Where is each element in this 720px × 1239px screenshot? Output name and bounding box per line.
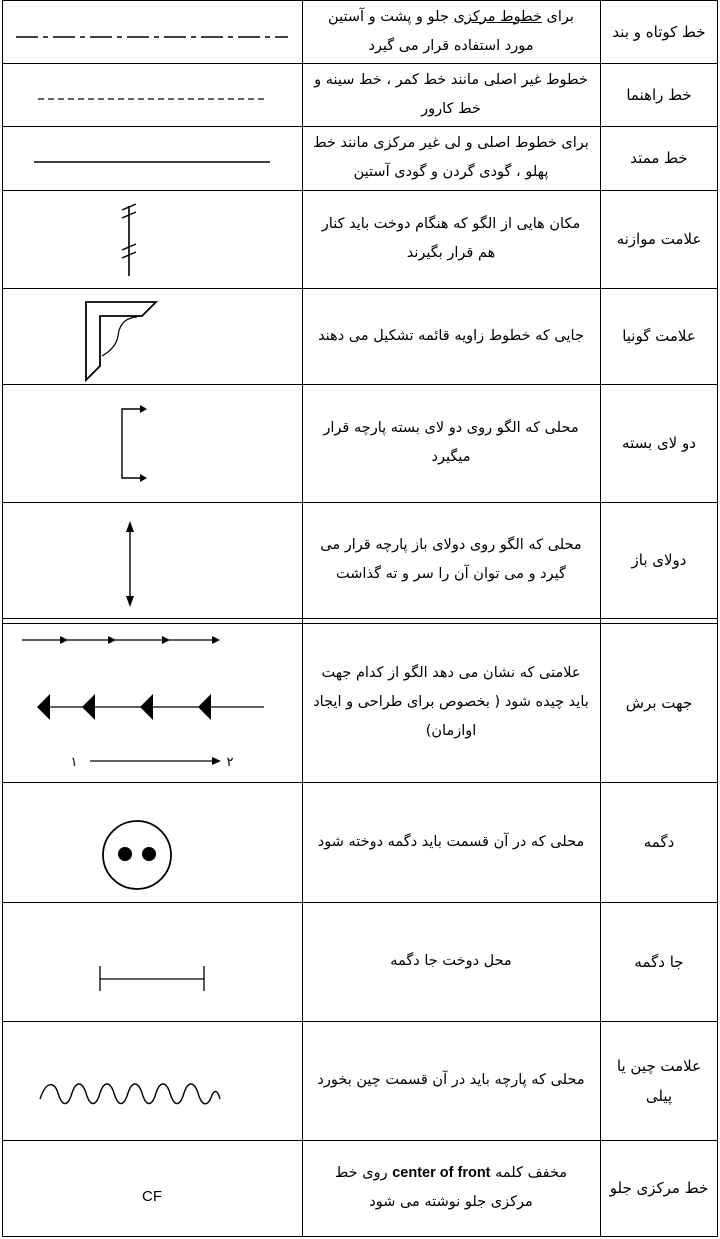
- name-cell: [600, 782, 718, 902]
- symbol-cell: [2, 902, 302, 1021]
- description-cell: [302, 502, 600, 618]
- name-cell: [600, 1140, 718, 1236]
- gather-wave-symbol: [2, 1021, 302, 1140]
- description-cell: [302, 1021, 600, 1140]
- symbol-cell: [2, 1021, 302, 1140]
- closed-fold-symbol: [2, 384, 302, 502]
- row-name: دو لای بسته: [622, 434, 696, 452]
- name-cell: [600, 502, 718, 618]
- name-cell: [600, 288, 718, 384]
- name-cell: [600, 190, 718, 288]
- table-row: [0, 384, 720, 502]
- symbol-cell: [2, 384, 302, 502]
- dashed-line-symbol: [2, 63, 302, 126]
- row-name: خط ممتد: [630, 149, 688, 167]
- name-cell: [600, 1021, 718, 1140]
- table-row: [0, 782, 720, 902]
- table-row: [0, 1140, 720, 1236]
- row-description: محلی که در آن قسمت باید دگمه دوخته شود: [317, 833, 585, 850]
- table-row: [0, 502, 720, 618]
- button-symbol: [2, 782, 302, 902]
- row-description: خطوط غیر اصلی مانند خط کمر ، خط سینه و خط کارور: [314, 71, 588, 117]
- name-cell: [600, 623, 718, 782]
- table-row: [0, 623, 720, 782]
- table-row: [0, 288, 720, 384]
- symbol-cell: [2, 126, 302, 190]
- dash-dot-line-symbol: [2, 0, 302, 63]
- name-cell: [600, 0, 718, 63]
- row-name: خط راهنما: [626, 85, 692, 104]
- description-cell: [302, 902, 600, 1021]
- direction-label-1: ۱: [70, 755, 78, 770]
- right-angle-symbol: [2, 288, 302, 384]
- table-row: [0, 126, 720, 190]
- symbol-cell: [2, 782, 302, 902]
- description-cell: [302, 63, 600, 126]
- description-cell: [302, 782, 600, 902]
- open-fold-symbol: [2, 502, 302, 618]
- name-cell: [600, 384, 718, 502]
- description-cell: [302, 0, 600, 63]
- row-name: دگمه: [643, 833, 675, 851]
- name-cell: [600, 63, 718, 126]
- row-description: علامتی که نشان می دهد الگو از کدام جهت باید چیده شود ( بخصوص برای طراحی و ایجاد اوازمان): [313, 665, 589, 739]
- table-row: [0, 63, 720, 126]
- description-cell: [302, 190, 600, 288]
- symbol-cell: [2, 502, 302, 618]
- row-name: علامت گونیا: [622, 327, 696, 345]
- description-cell: [302, 126, 600, 190]
- row-name: خط کوتاه و بند: [612, 22, 706, 41]
- row-name: خط مرکزی جلو: [609, 1179, 709, 1197]
- symbol-cell: [2, 190, 302, 288]
- symbol-cell: [2, 1140, 302, 1236]
- cf-symbol-text: CF: [142, 1188, 162, 1205]
- row-description: محلی که پارچه باید در آن قسمت چین بخورد: [317, 1072, 585, 1088]
- row-name: جهت برش: [625, 693, 693, 712]
- cutting-direction-symbol: [2, 623, 302, 782]
- description-cell: [302, 288, 600, 384]
- buttonhole-symbol: [2, 902, 302, 1021]
- row-description: محل دوخت جا دگمه: [390, 953, 512, 969]
- grid-line: [2, 1236, 718, 1237]
- row-description: برای خطوط مرکزی جلو و پشت و آستین مورد استفاده قرار می گیرد: [328, 8, 574, 54]
- table-row: [0, 0, 720, 63]
- table-row: [0, 1021, 720, 1140]
- row-name: دولای باز: [631, 551, 687, 569]
- symbol-cell: [2, 288, 302, 384]
- row-description: محلی که الگو روی دو لای بسته پارچه قرار میگیرد: [323, 420, 579, 465]
- table-row: [0, 190, 720, 288]
- row-name: جا دگمه: [634, 952, 684, 971]
- notch-mark-symbol: [2, 190, 302, 288]
- grid-line: [2, 618, 718, 619]
- description-cell: [302, 384, 600, 502]
- direction-label-2: ۲: [226, 755, 234, 770]
- row-name: علامت چین یا پیلی: [616, 1056, 702, 1105]
- row-description: جایی که خطوط زاویه قائمه تشکیل می دهند: [318, 327, 584, 344]
- table-row: [0, 902, 720, 1021]
- symbol-cell: [2, 0, 302, 63]
- symbol-cell: [2, 63, 302, 126]
- description-cell: [302, 623, 600, 782]
- solid-line-symbol: [2, 126, 302, 190]
- name-cell: [600, 126, 718, 190]
- row-description: برای خطوط اصلی و لی غیر مرکزی مانند خط پهلو ، گودی گردن و گودی آستین: [313, 135, 589, 180]
- row-description: مکان هایی از الگو که هنگام دوخت باید کنار هم قرار بگیرند: [321, 216, 581, 261]
- name-cell: [600, 902, 718, 1021]
- row-description: مخفف کلمه center of front روی خط مرکزی جلو نوشته می شود: [334, 1165, 568, 1210]
- row-description: محلی که الگو روی دولای باز پارچه قرار می گیرد و می توان آن را سر و ته گذاشت: [320, 537, 582, 582]
- description-cell: [302, 1140, 600, 1236]
- row-name: علامت موازنه: [616, 230, 702, 248]
- symbol-cell: [2, 623, 302, 782]
